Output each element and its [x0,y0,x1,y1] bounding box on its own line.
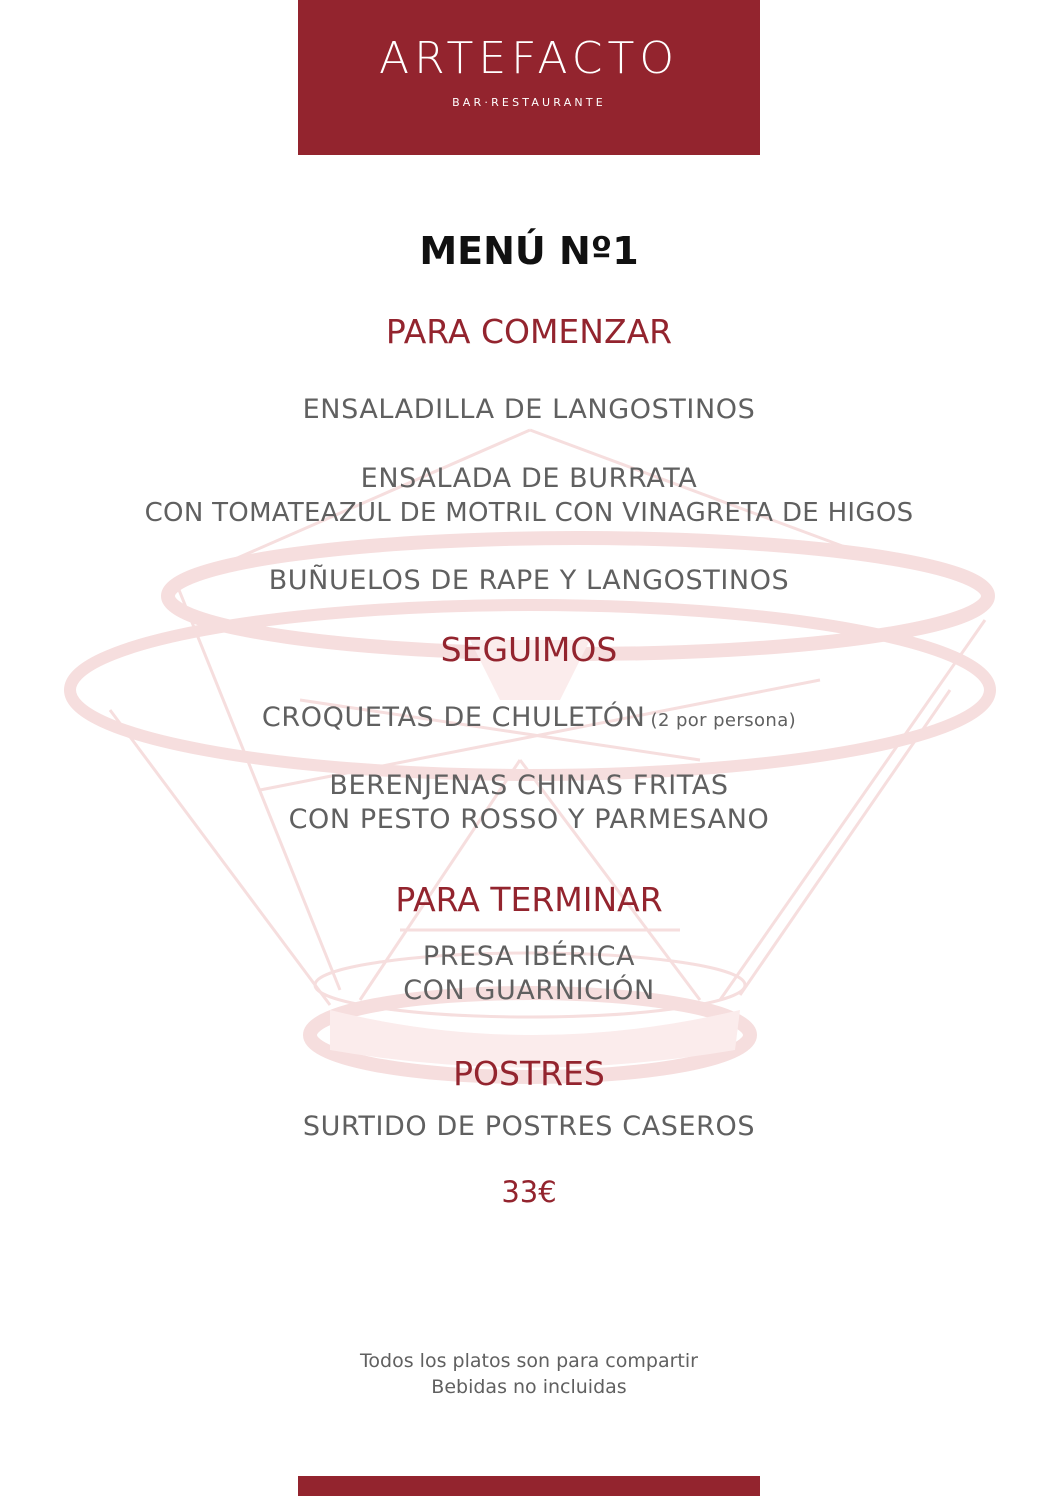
footer-note: Todos los platos son para compartir [360,1350,698,1372]
brand-header [298,0,760,155]
section-heading: PARA COMENZAR [385,312,673,351]
dish-line: ENSALADA DE BURRATA [360,463,698,494]
brand-subtitle: BAR·RESTAURANTE [452,96,606,109]
brand-name: ARTEFACTO [379,33,679,84]
section-heading: PARA TERMINAR [395,880,663,919]
section-heading: SEGUIMOS [440,630,618,669]
dish-line: ENSALADILLA DE LANGOSTINOS [302,394,756,425]
footer-note: Bebidas no incluidas [431,1376,627,1398]
dish-line: BUÑUELOS DE RAPE Y LANGOSTINOS [268,565,790,596]
dish-line: CROQUETAS DE CHULETÓN [261,702,646,733]
dish-with-note [0,701,1058,738]
dish-line: CON PESTO ROSSO Y PARMESANO [288,804,770,835]
dish-line: PRESA IBÉRICA [422,941,636,972]
section-heading: POSTRES [453,1054,605,1093]
dish-note: (2 por persona) [650,710,797,731]
dish-line: SURTIDO DE POSTRES CASEROS [302,1111,756,1142]
dish-line: CON GUARNICIÓN [403,975,655,1006]
menu-title: MENÚ Nº1 [419,229,639,273]
dish-line: BERENJENAS CHINAS FRITAS [329,770,729,801]
menu-price: 33€ [501,1175,557,1209]
footer-bar [298,1476,760,1496]
dish-line: CON TOMATEAZUL DE MOTRIL CON VINAGRETA DE HIGOS [144,498,914,528]
